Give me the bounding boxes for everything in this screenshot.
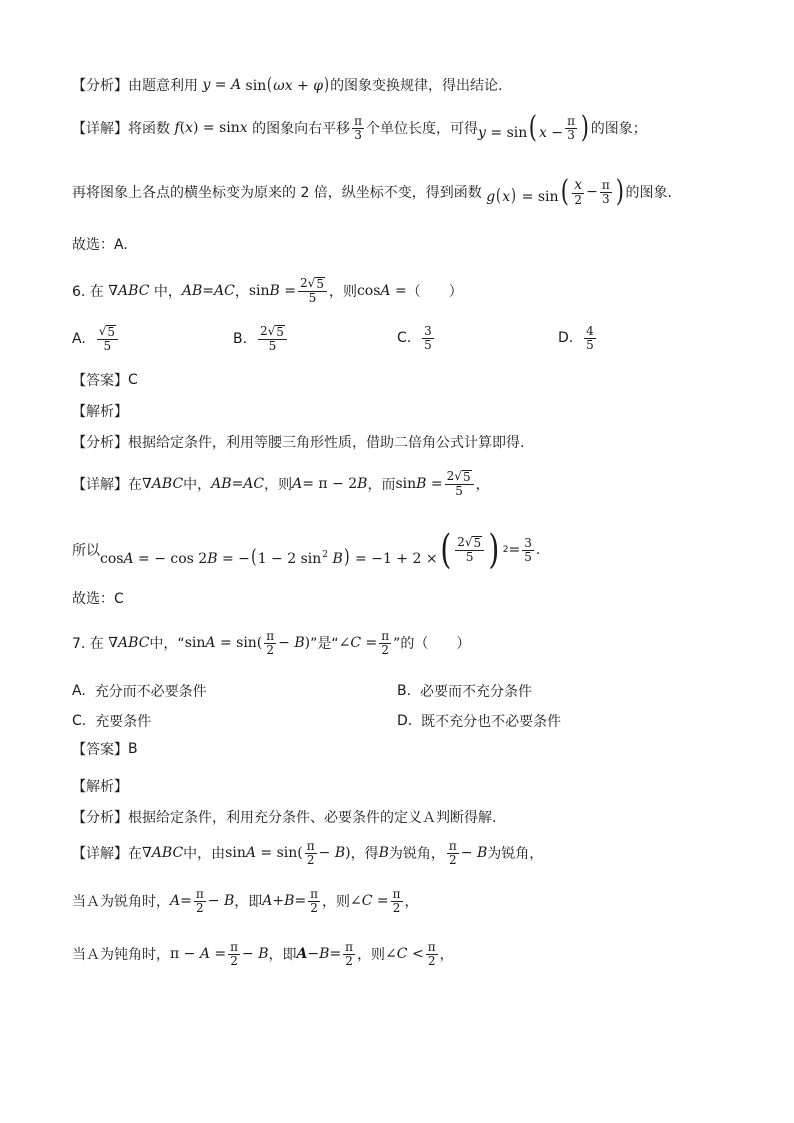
q7-answer: 【答案】 B [72,741,138,758]
q6-computation: 所以 cosA = − cos 2B = −(1 − 2 $\sin^2 B) = -1 + 2$ ×( 2 √ 5 5 ) 2 = $\frac{3}{5}$ . [72,527,541,573]
text: ，则 [328,283,357,300]
q6-option-c[interactable]: C. $\frac{3}{5}$ [397,324,432,352]
formula-f-x: f [170,120,180,136]
text: 的图象向右平移 [252,121,351,137]
fraction-pi-over-3: $\frac{\pi}{3}$ [354,113,363,142]
detail-tag: 【详解】 [72,121,128,137]
q7-analysis: 【分析】 根据给定条件，利用充分条件、必要条件的定义Ａ判断得解. [72,810,497,826]
question-6-stem: 6. 在 ∇ABC 中， AB = AC ， sinB = 2 √ 5 5 ，则 cosA = （ ） [72,276,463,305]
q7-detail: 【详解】 在 ∇ABC 中，由 sinA = sin( $\frac{\pi}{2}$ − B) ，得 B 为锐角， $\frac{\pi}{2}$ − B 为锐角， [72,839,544,867]
formula-y-asin: y = A [198,77,242,93]
text: 由题意利用 [128,78,198,94]
q7-case-acute: 当Ａ为锐角时， A = $\frac{\pi}{2}$ − B ，即 A + B = $\frac{\pi}{2}$ ，则 ∠C = $\frac{\pi}{2}$ ， [72,887,419,915]
formula-sin-shift: y = sin( x − [478,110,564,145]
q6-option-a[interactable]: A. √ 5 5 [72,325,120,352]
q6-detail: 【详解】 在 ∇ABC 中， AB = AC ，则 A = π − 2 B ，而 sinB = 2 √ 5 5 ， [72,469,490,498]
q7-option-b[interactable]: B. 必要而不充分条件 [397,683,532,700]
choose-a [72,234,128,254]
analysis-tag: 【分析】 [72,78,128,94]
text: 6. 在 [72,283,104,300]
text: （ ） [406,283,463,300]
formula-g-x: g(x) = sin( [486,174,569,209]
q7-option-d[interactable]: D. 既不充分也不必要条件 [397,713,562,730]
text: 的图象. [625,185,672,201]
q6-jiexi: 【解析】 [72,404,128,420]
text: 的图象变换规律，得出结论. [330,78,503,94]
q6-choose: 故选：C [72,591,124,607]
text: 将函数 [128,121,170,137]
text: 再将图象上各点的横坐标变为原来的 2 倍，纵坐标不变，得到函数 [72,185,482,201]
text: 故选：A. [72,237,128,253]
detail-line-1: 【详解】 将函数 f (x) = sinx 的图象向右平移 $\frac{\pi}{3}$ 个单位长度，可得 y = sin( x − $\frac{\pi}{3}$ ) 的图象； [72,110,647,145]
q6-option-b[interactable]: B. 2 √ 5 5 [233,325,289,352]
detail-line-2: 再将图象上各点的横坐标变为原来的 2 倍，纵坐标不变，得到函数 g(x) = sin( $\frac{x}{2}$ − $\frac{\pi}{3}$ ) 的图象. [72,174,672,209]
q7-jiexi: 【解析】 [72,779,128,795]
q6-option-d[interactable]: D. $\frac{4}{5}$ [558,324,594,352]
question-7-stem: 7. 在 ∇ABC 中，“ sinA = sin( $\frac{\pi}{2}$ − B) ”是“ ∠C = $\frac{\pi}{2}$ ”的（ ） [72,629,471,657]
text: 中， [153,283,182,300]
q7-option-a[interactable]: A. 充分而不必要条件 [72,683,207,700]
fraction-2root5-over-5: 2 √ 5 5 [298,277,327,304]
text: ， [234,283,249,300]
analysis-line-1: 【分析】 由题意利用 y = A sin(ωx + φ) 的图象变换规律，得出结论. [72,74,503,95]
q6-analysis: 【分析】 根据给定条件，利用等腰三角形性质，借助二倍角公式计算即得. [72,435,525,451]
q6-answer: 【答案】 C [72,372,138,389]
text: 个单位长度，可得 [366,121,479,137]
q7-case-obtuse: 当Ａ为钝角时， π − A = $\frac{\pi}{2}$ − B ，即 A − B = $\frac{\pi}{2}$ ，则 ∠C < $\frac{\pi}{2}$ ， [72,940,454,968]
text: 的图象； [590,121,647,137]
q7-option-c[interactable]: C. 充要条件 [72,713,152,730]
